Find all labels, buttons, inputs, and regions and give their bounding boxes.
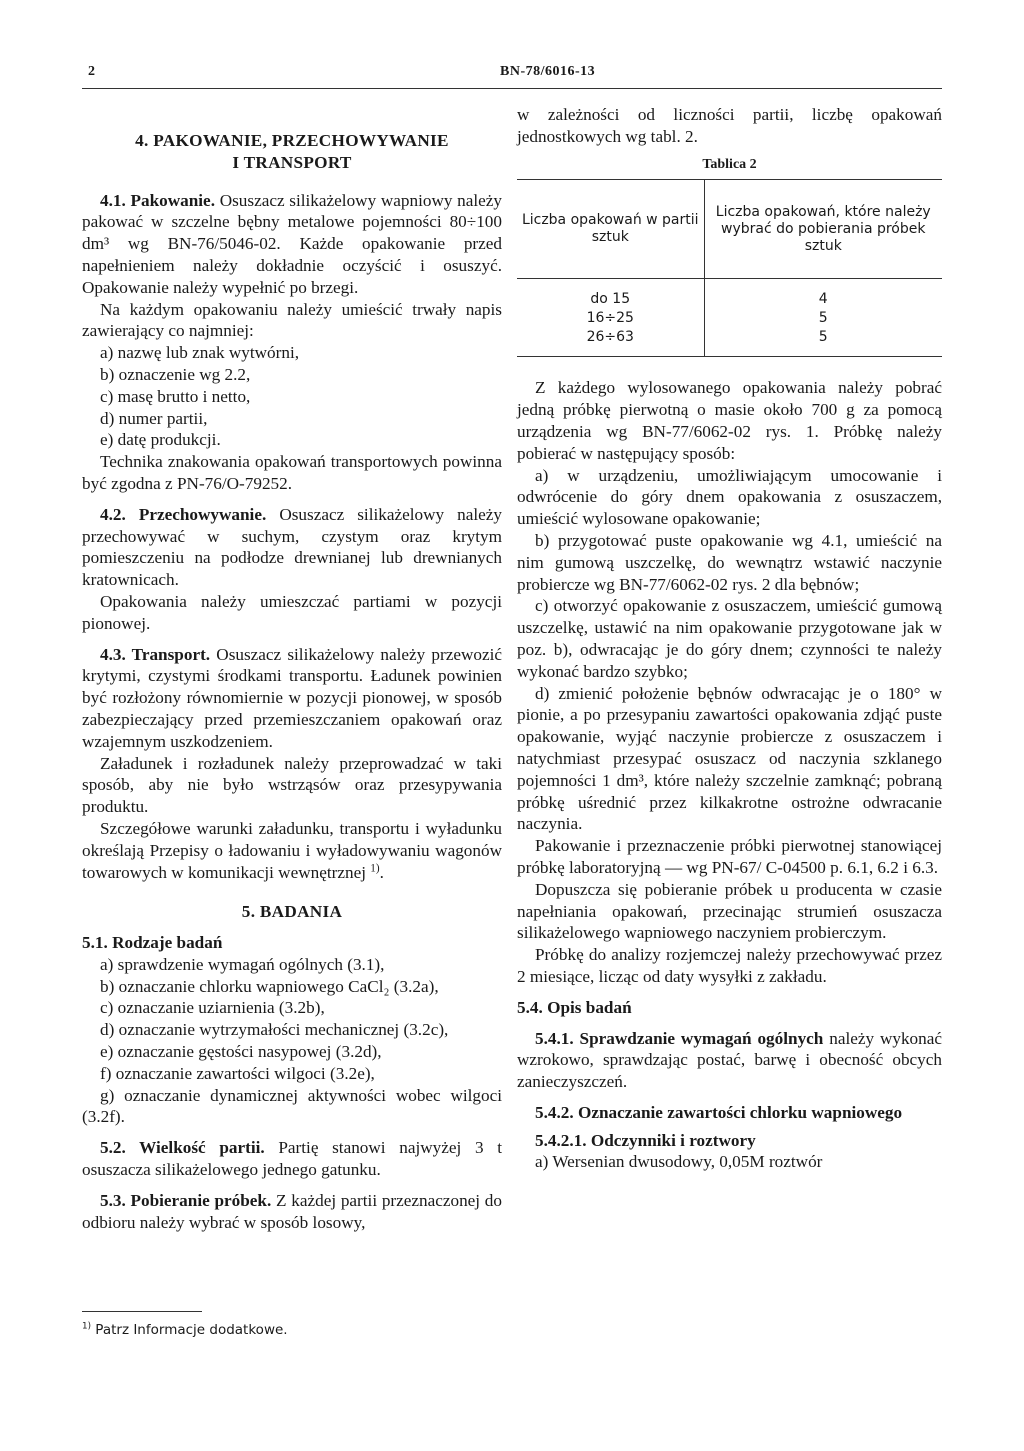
paragraph-4-1-marking: Na każdym opakowaniu należy umieścić trwały napis zawierający co najmniej: xyxy=(82,299,502,341)
footnote-ref: 1) xyxy=(370,861,380,874)
table-row xyxy=(517,279,942,310)
paragraph-4-1: 4.1. Pakowanie. Osuszacz silikażelowy wapniowy należy pakować w szczelne bębny metalowe pojemności 80÷100 dm³ wg BN-76/5046-02. Każde opakowanie przed napełnieniem należy dokładnie oczyścić i osuszyć. Opakowanie należy wypełnić po brzegi. xyxy=(82,190,503,297)
test-item-e: e) oznaczanie gęstości nasypowej (3.2d), xyxy=(100,1042,382,1062)
list-item-d: d) numer partii, xyxy=(100,408,208,428)
paragraph-4-2-b: Opakowania należy umieszczać partiami w pozycji pionowej. xyxy=(82,591,502,633)
section-5-title: 5. BADANIA xyxy=(241,902,343,922)
section-4-title-line-2: I TRANSPORT xyxy=(232,152,352,172)
heading-4-2: 4.2. Przechowywanie. xyxy=(100,504,267,524)
table-cell-lots: do 15 xyxy=(517,279,704,310)
paragraph-4-3-c: Szczegółowe warunki załadunku, transportu i wyładunku określają Przepisy o ładowaniu i wyładowywaniu wagonów towarowych w komunikacji wewnętrznej $^{1)}$. xyxy=(82,818,502,882)
table-cell-samples: 5 xyxy=(818,310,828,327)
paragraph-continuation: w zależności od liczności partii, liczbę opakowań jednostkowych wg tabl. 2. xyxy=(517,105,942,146)
paragraph-producer-sampling: Dopuszcza się pobieranie próbek u producenta w czasie napełniania opakowań, przecinając strumień osuszacza silikażelowego wapniowego naczyniem probierczym. xyxy=(517,879,942,943)
test-item-c: c) oznaczanie uziarnienia (3.2b), xyxy=(100,998,325,1018)
heading-5-3: 5.3. Pobieranie próbek. xyxy=(100,1190,272,1210)
sampling-step-b: b) przygotować puste opakowanie wg 4.1, umieścić na nim gumową uszczelkę, do wewnątrz wstawić naczynie probiercze wg BN-77/6062-02 rys. 2 dla bębnów; xyxy=(517,530,942,594)
heading-4-1: 4.1. Pakowanie. xyxy=(100,190,215,210)
sampling-step-d: d) zmienić położenie bębnów odwracając je o 180° w pionie, a po przesypaniu zawartości opakowania zdjąć puste opakowanie, wyjąć naczynie probiercze z osuszaczem i natychmiast przesypać osuszacz od naczynia szklanego pojemności 1 dm³, które należy szczelnie zamknąć; pobraną próbkę uśrednić przez kilkakrotne ostrożne odwracanie naczynia. xyxy=(517,683,942,834)
right-column xyxy=(517,104,942,1173)
sampling-step-a: a) w urządzeniu, umożliwiającym umocowanie i odwrócenie do góry dnem opakowania z osuszaczem, umieścić wylosowane opakowanie; xyxy=(517,465,942,529)
heading-5-2: 5.2. Wielkość partii. xyxy=(100,1138,265,1158)
paragraph-4-1-technique: Technika znakowania opakowań transportowych powinna być zgodna z PN-76/O-79252. xyxy=(82,452,502,493)
sampling-table xyxy=(517,179,942,357)
test-item-b: b) oznaczanie chlorku wapniowego CaCl₂ (3.2a), xyxy=(100,976,439,996)
table-cell-lots: 16÷25 xyxy=(517,309,704,328)
test-item-a: a) sprawdzenie wymagań ogólnych (3.1), xyxy=(100,954,385,974)
table-cell-lots: 26÷63 xyxy=(517,328,704,357)
sampling-step-c: c) otworzyć opakowanie z osuszaczem, umieścić gumową uszczelkę, ustawić na nim opakowanie przygotowane jak w poz. b), odwracając je do góry dnem; czynności te należy wykonać bardzo szybko; xyxy=(517,596,942,681)
reagent-item-a: a) Wersenian dwusodowy, 0,05M roztwór xyxy=(535,1152,823,1172)
heading-5-4: 5.4. Opis badań xyxy=(517,997,632,1017)
page-number: 2 xyxy=(88,64,95,79)
table-header-lots: Liczba opakowań w partii sztuk xyxy=(517,180,704,279)
list-item-e: e) datę produkcji. xyxy=(100,430,221,450)
heading-5-4-1: 5.4.1. Sprawdzanie wymagań ogólnych xyxy=(535,1028,824,1048)
section-4-title-line-1: 4. PAKOWANIE, PRZECHOWYWANIE xyxy=(135,131,449,150)
heading-5-4-2: 5.4.2. Oznaczanie zawartości chlorku wapniowego xyxy=(535,1102,903,1122)
footnote-marker: 1) xyxy=(82,1321,91,1332)
paragraph-arbitration: Próbkę do analizy rozjemczej należy przechowywać przez 2 miesiące, licząc od daty wysyłki z zakładu. xyxy=(517,945,942,986)
list-item-b: b) oznaczenie wg 2.2, xyxy=(100,364,251,384)
header-rule xyxy=(82,88,942,89)
paragraph-4-2: 4.2. Przechowywanie. Osuszacz silikażelowy należy przechowywać w suchym, czystym oraz krytym pomieszczeniu na podłodze drewnianej lub drewnianych kratownicach. xyxy=(82,504,502,590)
test-item-f: f) oznaczanie zawartości wilgoci (3.2e), xyxy=(100,1063,375,1083)
table-cell-samples: 4 xyxy=(818,291,828,308)
footnote-rule xyxy=(82,1311,202,1312)
test-item-d: d) oznaczanie wytrzymałości mechanicznej (3.2c), xyxy=(100,1020,449,1040)
heading-5-1: 5.1. Rodzaje badań xyxy=(82,933,223,953)
heading-4-3: 4.3. Transport. xyxy=(100,644,211,664)
paragraph-4-3-b: Załadunek i rozładunek należy przeprowadzać w taki sposób, aby nie było wstrząsów oraz przesypywania produktu. xyxy=(82,753,502,817)
table-row xyxy=(517,309,942,328)
list-item-a: a) nazwę lub znak wytwórni, xyxy=(100,343,300,363)
left-column xyxy=(82,104,502,1233)
table-cell-samples: 5 xyxy=(704,328,942,357)
footnote-text: Patrz Informacje dodatkowe. xyxy=(95,1322,288,1338)
page-header xyxy=(82,64,942,90)
paragraph-sampling: Z każdego wylosowanego opakowania należy pobrać jedną próbkę pierwotną o masie około 700 g za pomocą urządzenia wg BN-77/6062-02 rys. 1. Próbkę należy pobierać w następujący sposób: xyxy=(517,378,942,463)
table-row xyxy=(517,328,942,357)
paragraph-5-2: 5.2. Wielkość partii. Partię stanowi najwyżej 3 t osuszacza silikażelowego jednego gatunku. xyxy=(82,1138,502,1180)
paragraph-5-3: 5.3. Pobieranie próbek. Z każdej partii przeznaczonej do odbioru należy wybrać w sposób losowy, xyxy=(82,1190,502,1232)
paragraph-packaging: Pakowanie i przeznaczenie próbki pierwotnej stanowiącej próbkę laboratoryjną — wg PN-67/ C-04500 p. 6.1, 6.2 i 6.3. xyxy=(517,836,942,877)
paragraph-4-3: 4.3. Transport. Osuszacz silikażelowy należy przewozić krytymi, czystymi środkami transportu. Ładunek powinien być rozłożony równomiernie w pozycji pionowej, w sposób zabezpieczający przed przemieszczaniem opakowań oraz wzajemnym uszkodzeniem. xyxy=(82,644,503,751)
paragraph-5-4-1: 5.4.1. Sprawdzanie wymagań ogólnych należy wykonać wzrokowo, sprawdzając postać, barwę i obecność obcych zanieczyszczeń. xyxy=(517,1028,942,1092)
table-header-samples: Liczba opakowań, które należy wybrać do pobierania próbek sztuk xyxy=(704,180,942,279)
table-header-row xyxy=(517,180,942,279)
list-item-c: c) masę brutto i netto, xyxy=(100,386,251,406)
heading-5-4-2-1: 5.4.2.1. Odczynniki i roztwory xyxy=(535,1130,756,1150)
test-item-g: g) oznaczanie dynamicznej aktywności wobec wilgoci (3.2f). xyxy=(82,1085,502,1127)
table-caption: Tablica 2 xyxy=(702,156,757,172)
document-number: BN-78/6016-13 xyxy=(500,64,596,79)
footnote xyxy=(82,1322,288,1338)
